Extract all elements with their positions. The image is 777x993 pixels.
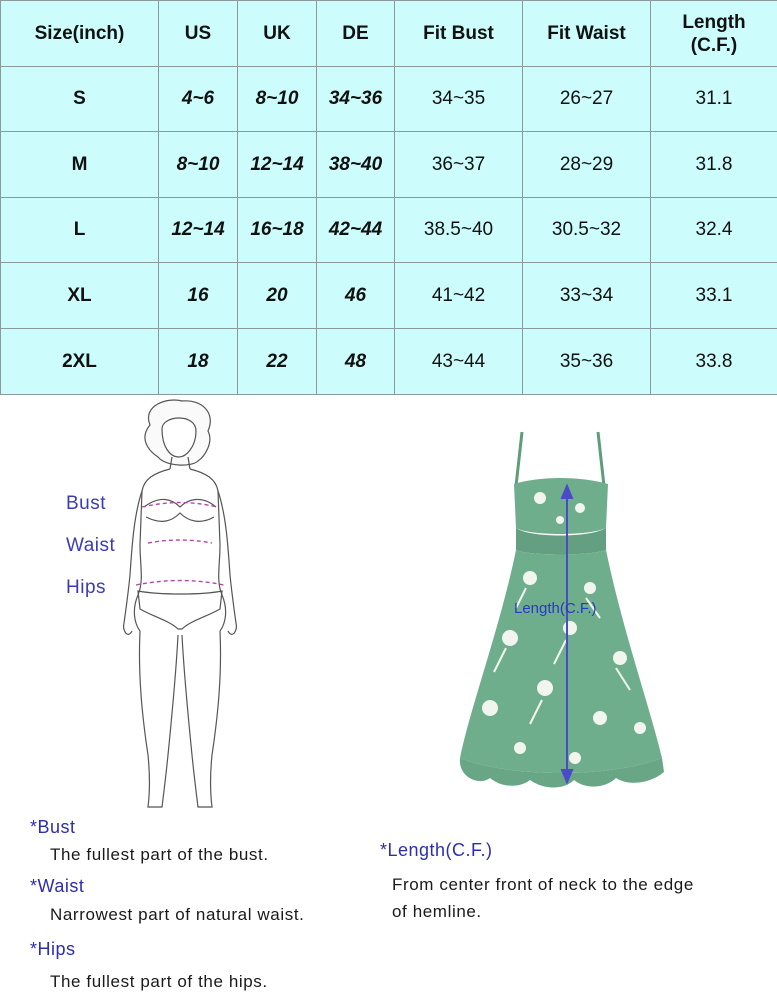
cell-length: 31.1 [651, 67, 777, 132]
cell-waist: 35~36 [523, 329, 651, 395]
header-fit-waist: Fit Waist [523, 1, 651, 67]
waist-note-text: Narrowest part of natural waist. [50, 905, 305, 924]
cell-size: M [1, 132, 159, 198]
body-measurement-figure [110, 395, 250, 815]
cell-bust: 36~37 [395, 132, 523, 198]
cell-de: 46 [317, 263, 395, 329]
length-note-text-2: of hemline. [392, 902, 482, 921]
bust-label: Bust [66, 493, 107, 514]
cell-waist: 30.5~32 [523, 198, 651, 263]
length-note-title: *Length(C.F.) [380, 840, 493, 860]
cell-length: 31.8 [651, 132, 777, 198]
table-row [1, 132, 777, 198]
cell-waist: 28~29 [523, 132, 651, 198]
waist-label: Waist [66, 535, 116, 556]
cell-length: 32.4 [651, 198, 777, 263]
cell-waist: 33~34 [523, 263, 651, 329]
cell-uk: 22 [238, 329, 317, 395]
header-de: DE [317, 1, 395, 67]
cell-length: 33.8 [651, 329, 777, 395]
table-header-row [1, 1, 777, 67]
cell-uk: 8~10 [238, 67, 317, 132]
cell-us: 18 [159, 329, 238, 395]
cell-de: 48 [317, 329, 395, 395]
bust-note-text: The fullest part of the bust. [50, 845, 269, 864]
cell-us: 4~6 [159, 67, 238, 132]
bust-note-title: *Bust [30, 817, 76, 837]
hips-note-title: *Hips [30, 939, 76, 959]
cell-bust: 43~44 [395, 329, 523, 395]
cell-bust: 41~42 [395, 263, 523, 329]
cell-bust: 34~35 [395, 67, 523, 132]
cell-us: 16 [159, 263, 238, 329]
header-length-text: Length (C.F.) [682, 11, 746, 56]
cell-de: 34~36 [317, 67, 395, 132]
table-row [1, 198, 777, 263]
table-row [1, 263, 777, 329]
cell-uk: 20 [238, 263, 317, 329]
header-size: Size(inch) [1, 1, 159, 67]
size-chart-table [0, 0, 777, 395]
length-label: Length(C.F.) [514, 600, 597, 617]
cell-de: 38~40 [317, 132, 395, 198]
hips-line [136, 581, 224, 586]
cell-length: 33.1 [651, 263, 777, 329]
length-note-text-1: From center front of neck to the edge [392, 875, 694, 894]
cell-bust: 38.5~40 [395, 198, 523, 263]
cell-waist: 26~27 [523, 67, 651, 132]
header-uk: UK [238, 1, 317, 67]
waist-note-title: *Waist [30, 876, 85, 896]
cell-size: XL [1, 263, 159, 329]
cell-us: 8~10 [159, 132, 238, 198]
cell-uk: 12~14 [238, 132, 317, 198]
table-row [1, 329, 777, 395]
header-us: US [159, 1, 238, 67]
cell-size: L [1, 198, 159, 263]
waist-line [148, 540, 212, 543]
cell-de: 42~44 [317, 198, 395, 263]
cell-size: S [1, 67, 159, 132]
hips-label: Hips [66, 577, 107, 598]
cell-size: 2XL [1, 329, 159, 395]
header-length [651, 1, 777, 67]
cell-us: 12~14 [159, 198, 238, 263]
table-row [1, 67, 777, 132]
header-fit-bust: Fit Bust [395, 1, 523, 67]
cell-uk: 16~18 [238, 198, 317, 263]
hips-note-text: The fullest part of the hips. [50, 972, 268, 991]
